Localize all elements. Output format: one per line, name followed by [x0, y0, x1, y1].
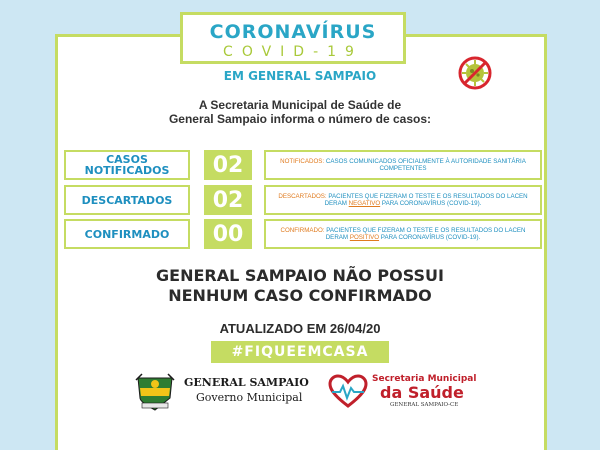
- confirmed-desc-post: PARA CORONAVÍRUS (COVID-19).: [380, 234, 481, 241]
- notified-desc-text: CASOS COMUNICADOS OFICIALMENTE À AUTORIDADE SANITÁRIA COMPETENTES: [325, 157, 526, 172]
- municipality-name: GENERAL SAMPAIO: [184, 376, 309, 389]
- health-secretariat-logo: [328, 372, 488, 412]
- updated-date: 26/04/20: [329, 321, 381, 336]
- intro-line-2: General Sampaio informa o número de casos:: [168, 112, 432, 126]
- discarded-desc-pre: PACIENTES QUE FIZERAM O TESTE E OS RESULTADOS DO LACEN DERAM: [324, 192, 528, 207]
- page-subtitle: COVID-19: [223, 44, 363, 60]
- confirmed-description: [264, 219, 542, 249]
- title-box: [180, 12, 406, 64]
- confirmed-desc-key: POSITIVO: [349, 234, 380, 241]
- discarded-desc-key: NEGATIVO: [348, 200, 381, 207]
- notified-label: [64, 150, 190, 180]
- notified-desc-term: NOTIFICADOS:: [280, 157, 325, 165]
- discarded-description: [264, 185, 542, 215]
- case-row-confirmed: [64, 219, 544, 249]
- notified-label-line-2: NOTIFICADOS: [84, 164, 170, 177]
- heart-pulse-icon: [328, 374, 368, 408]
- headline-line-2: NENHUM CASO CONFIRMADO: [168, 286, 432, 305]
- updated-line: [0, 321, 600, 336]
- discarded-label: DESCARTADOS: [64, 185, 190, 215]
- municipality-logo: [134, 372, 324, 412]
- no-virus-icon: [458, 56, 492, 90]
- updated-label: ATUALIZADO EM: [219, 321, 327, 336]
- municipality-government: Governo Municipal: [196, 391, 303, 404]
- page-title: CORONAVÍRUS: [209, 21, 377, 43]
- confirmed-desc-term: CONFIRMADO:: [280, 226, 325, 234]
- intro-line-1: A Secretaria Municipal de Saúde de: [198, 98, 402, 112]
- hashtag-banner: #FIQUEEMCASA: [211, 341, 389, 363]
- notified-label-line-1: CASOS: [106, 153, 148, 166]
- discarded-count: 02: [204, 185, 252, 215]
- secretariat-subtitle: GENERAL SAMPAIO-CE: [390, 402, 459, 408]
- municipal-crest-icon: [134, 372, 176, 412]
- confirmed-desc-pre: PACIENTES QUE FIZERAM O TESTE E OS RESULTADOS DO LACEN DERAM: [325, 226, 526, 241]
- secretariat-title-big: da Saúde: [380, 383, 464, 402]
- headline: [0, 266, 600, 306]
- secretariat-title: Secretaria Municipal: [372, 374, 477, 384]
- notified-description: [264, 150, 542, 180]
- case-row-discarded: [64, 185, 544, 215]
- confirmed-count: 00: [204, 219, 252, 249]
- discarded-desc-post: PARA CORONAVÍRUS (COVID-19).: [381, 200, 482, 207]
- intro-text: [0, 98, 600, 126]
- discarded-desc-term: DESCARTADOS:: [278, 192, 327, 200]
- notified-count: 02: [204, 150, 252, 180]
- headline-line-1: GENERAL SAMPAIO NÃO POSSUI: [156, 266, 444, 285]
- location-heading: EM GENERAL SAMPAIO: [223, 69, 377, 83]
- confirmed-label: CONFIRMADO: [64, 219, 190, 249]
- case-row-notified: [64, 150, 544, 180]
